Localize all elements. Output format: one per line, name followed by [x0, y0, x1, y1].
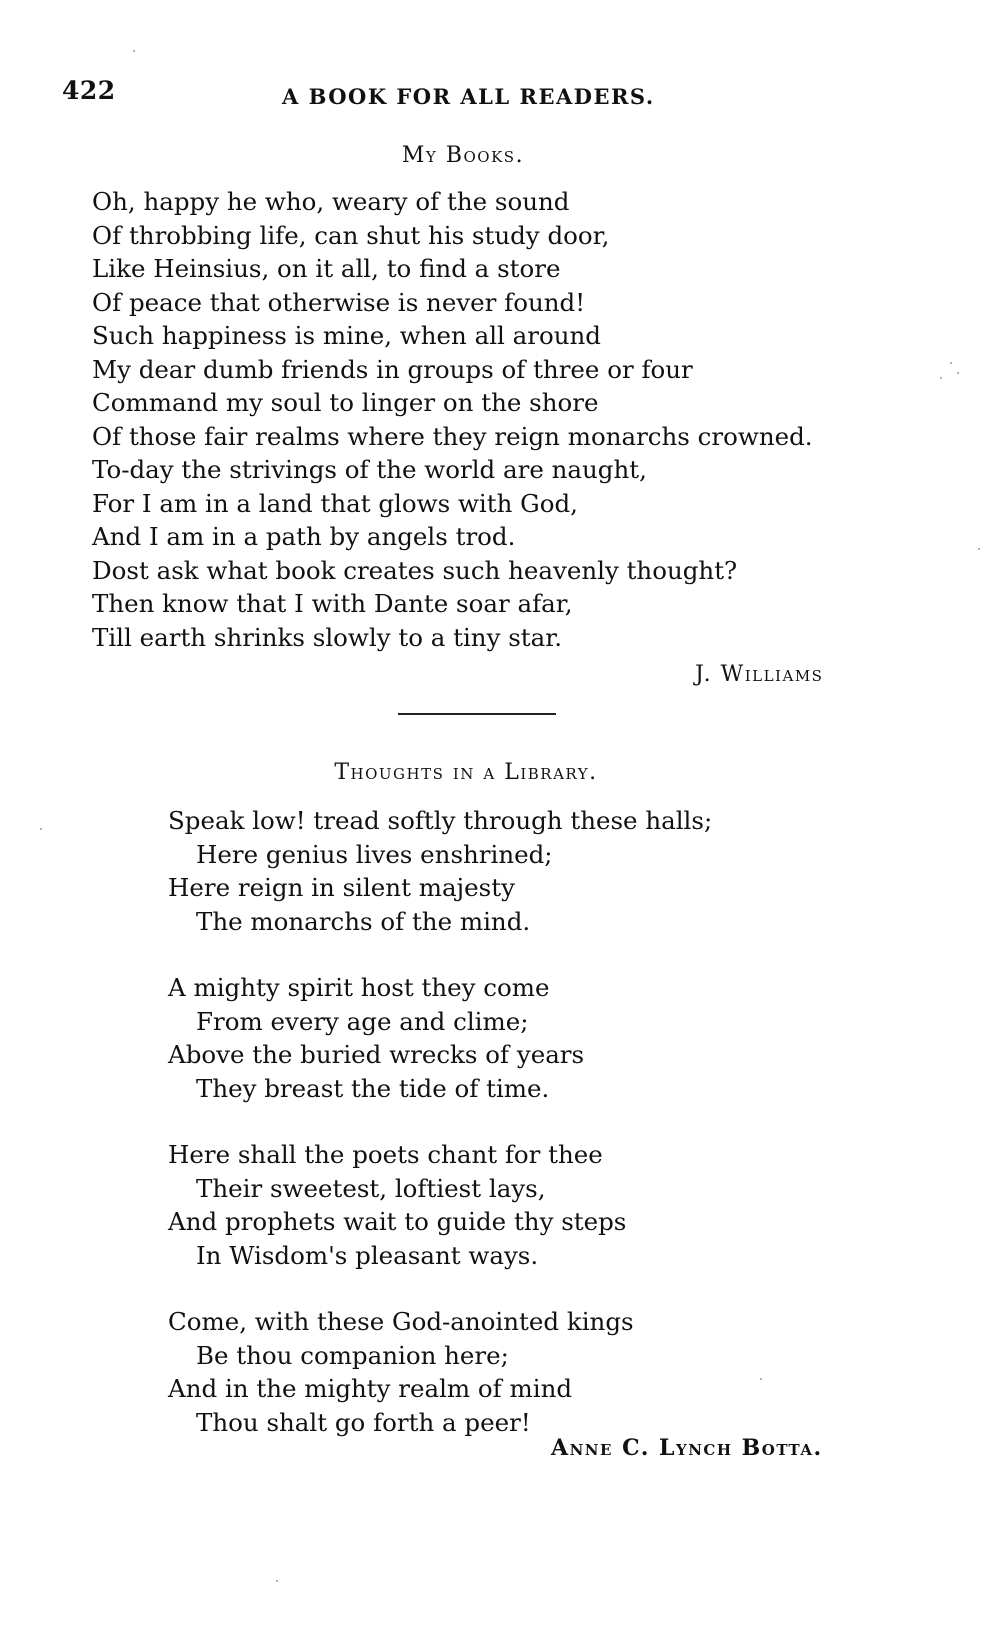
poem-line: Of peace that otherwise is never found!: [92, 287, 586, 317]
poem-line: Such happiness is mine, when all around: [92, 321, 601, 350]
poem-title-thoughts-in-a-library: Thoughts in a Library.: [334, 760, 598, 785]
poem-line: A mighty spirit host they come: [168, 973, 550, 1002]
poem-line: Above the buried wrecks of years: [168, 1040, 585, 1069]
poem-line: In Wisdom's pleasant ways.: [196, 1240, 539, 1270]
poem-line: The monarchs of the mind.: [196, 906, 531, 936]
poem-line: Command my soul to linger on the shore: [92, 388, 599, 417]
stanza-2: [168, 971, 584, 1105]
scan-speck: [133, 50, 135, 52]
scan-speck: [940, 377, 942, 379]
poem-line: Come, with these God-anointed kings: [168, 1307, 634, 1336]
scan-speck: [957, 372, 959, 374]
poem-line: Here reign in silent majesty: [168, 873, 515, 902]
poem-line: And in the mighty realm of mind: [168, 1374, 573, 1403]
poem-line: And prophets wait to guide thy steps: [168, 1207, 627, 1236]
poem-line: Oh, happy he who, weary of the sound: [92, 187, 570, 216]
poem-line: Like Heinsius, on it all, to find a store: [92, 254, 561, 283]
stanza-1: [168, 804, 712, 938]
poem-author-williams: J. Williams: [695, 662, 824, 687]
poem-line: To-day the strivings of the world are naught,: [92, 455, 647, 484]
poem-line: Then know that I with Dante soar afar,: [92, 589, 573, 618]
scan-speck: [978, 548, 980, 550]
poem-line: Till earth shrinks slowly to a tiny star.: [92, 622, 563, 652]
poem-line: Speak low! tread softly through these halls;: [168, 806, 713, 835]
poem-line: Here shall the poets chant for thee: [168, 1140, 603, 1169]
section-divider: [398, 713, 556, 715]
poem-line: For I am in a land that glows with God,: [92, 488, 578, 518]
scan-speck: [276, 1580, 278, 1582]
poem-line: Be thou companion here;: [196, 1340, 509, 1370]
poem-line: My dear dumb friends in groups of three or four: [92, 354, 693, 384]
stanza-4: [168, 1305, 634, 1439]
page-number: 422: [62, 76, 116, 105]
poem-line: Of those fair realms where they reign monarchs crowned.: [92, 421, 813, 451]
scan-speck: [40, 828, 42, 830]
poem-line: From every age and clime;: [196, 1006, 529, 1036]
scan-speck: [950, 362, 952, 364]
poem-line: Of throbbing life, can shut his study door,: [92, 220, 610, 250]
poem-line: Their sweetest, loftiest lays,: [196, 1173, 546, 1203]
poem-line: They breast the tide of time.: [196, 1073, 550, 1103]
poem-line: Here genius lives enshrined;: [196, 839, 553, 869]
poem-my-books-body: [92, 185, 813, 654]
poem-line: And I am in a path by angels trod.: [92, 522, 516, 551]
poem-line: Dost ask what book creates such heavenly thought?: [92, 555, 738, 585]
running-head: A BOOK FOR ALL READERS.: [282, 84, 655, 109]
poem-title-my-books: My Books.: [401, 143, 525, 168]
scan-speck: [760, 1378, 762, 1380]
stanza-3: [168, 1138, 626, 1272]
poem-line: Thou shalt go forth a peer!: [196, 1407, 531, 1437]
poem-author-botta: Anne C. Lynch Botta.: [551, 1435, 823, 1461]
